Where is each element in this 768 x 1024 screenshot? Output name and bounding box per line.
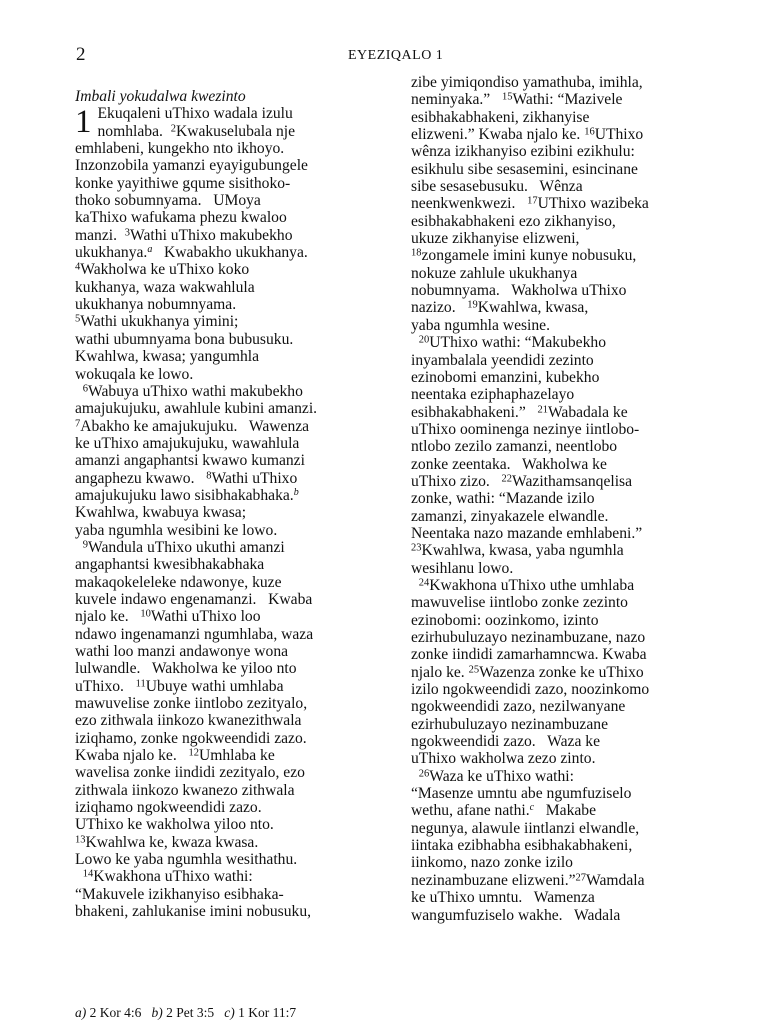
- text-line: [75, 418, 393, 435]
- text-line: [411, 542, 729, 559]
- verse-text: zithwala iinkozo kwanezo zithwala: [75, 781, 295, 799]
- verse-number: 11: [135, 677, 146, 689]
- verse-text: ngokweendidi zazo, nezilwanyane: [411, 698, 626, 716]
- verse-text: ezo zithwala iinkozo kwanezithwala: [75, 712, 302, 730]
- text-line: [411, 195, 729, 212]
- verse-text: Kwahlwa ke, kwaza kwasa.: [85, 833, 259, 851]
- text-line: [411, 317, 729, 334]
- text-line: [75, 851, 393, 868]
- text-line: [411, 178, 729, 195]
- verse-text: Wathi uThixo makubekho: [130, 226, 293, 244]
- verse-text: bhakeni, zahlukanise imini nobusuku,: [75, 903, 312, 921]
- verse-text: ezinobomi emanzini, kubekho: [411, 368, 600, 386]
- verse-number: 20: [418, 334, 430, 346]
- verse-text: Ekuqaleni uThixo wadala izulu: [97, 105, 293, 123]
- verse-number: 3: [124, 227, 131, 239]
- verse-text: ndawo ingenamanzi ngumhlaba, waza: [75, 625, 314, 643]
- verse-text: Kwahlwa, kwasa,: [477, 299, 589, 317]
- text-line: [411, 421, 729, 438]
- verse-text: Waza ke uThixo wathi:: [429, 767, 574, 785]
- text-line: [411, 820, 729, 837]
- text-line: [75, 348, 393, 365]
- verse-text: Wazithamsanqelisa: [512, 472, 633, 490]
- text-line: [411, 126, 729, 143]
- verse-text: Wakholwa ke: [521, 455, 607, 473]
- verse-number: 5: [75, 313, 81, 325]
- verse-text: lulwandle.: [75, 660, 141, 678]
- verse-text: nazizo.: [411, 299, 456, 317]
- text-line: [75, 626, 393, 643]
- text-line: [411, 247, 729, 264]
- verse-text: Wathi ukukhanya yimini;: [80, 313, 239, 331]
- text-line: [75, 903, 393, 920]
- verse-text: Kwaba njalo ke.: [75, 747, 177, 765]
- text-line: [411, 74, 729, 91]
- text-line: [411, 161, 729, 178]
- text-line: [411, 646, 729, 663]
- verse-text: wavelisa zonke iindidi zezityalo, ezo: [75, 764, 305, 782]
- verse-text: amajukujuku lawo sisibhakabhaka.: [75, 486, 294, 504]
- verse-text: ukuze zikhanyise elizweni,: [411, 230, 580, 248]
- text-line: [411, 109, 729, 126]
- text-line: [75, 539, 393, 556]
- footnote-ref: c: [529, 802, 535, 814]
- verse-text: ukukhanya nobumnyama.: [75, 296, 237, 314]
- running-head: EYEZIQALO 1: [348, 48, 444, 63]
- verse-text: wathi ubumnyama bona bubusuku.: [75, 330, 294, 348]
- verse-text: Kwakhona uThixo uthe umhlaba: [429, 576, 635, 594]
- verse-text: esibhakabhakeni.”: [411, 403, 526, 421]
- text-line: [75, 227, 393, 244]
- footnote-letter: a): [75, 1005, 87, 1020]
- text-line: [411, 837, 729, 854]
- footnotes: [75, 1005, 296, 1021]
- verse-text: ke uThixo amajukujuku, wawahlula: [75, 434, 300, 452]
- text-line: [75, 175, 393, 192]
- verse-text: Wabadala ke: [547, 403, 628, 421]
- verse-text: Inzonzobila yamanzi eyayigubungele: [75, 157, 308, 175]
- text-line: [411, 664, 729, 681]
- verse-text: esikhulu sibe sesasemini, esincinane: [411, 160, 638, 178]
- verse-number: 27: [575, 872, 587, 884]
- text-line: [75, 695, 393, 712]
- text-line: [411, 473, 729, 490]
- verse-number: 7: [75, 417, 81, 429]
- text-line: [411, 404, 729, 421]
- text-line: [75, 522, 393, 539]
- verse-text: zonke zeentaka.: [411, 455, 511, 473]
- verse-text: Wakholwa ke uThixo koko: [80, 261, 250, 279]
- verse-number: 22: [501, 473, 513, 485]
- verse-number: 15: [501, 91, 513, 103]
- footnote-ref-text: 2 Pet 3:5: [166, 1005, 215, 1020]
- text-line: [75, 313, 393, 330]
- footnote-ref: b: [293, 486, 299, 498]
- text-line: [75, 192, 393, 209]
- verse-text: thoko sobumnyama.: [75, 192, 202, 210]
- verse-text: iziqhamo ngokweendidi zazo.: [75, 799, 262, 817]
- text-line: [75, 747, 393, 764]
- text-line: [75, 244, 393, 261]
- text-line: [411, 352, 729, 369]
- text-line: [75, 712, 393, 729]
- text-line: [75, 799, 393, 816]
- verse-text: ukukhanya.: [75, 244, 148, 262]
- verse-text: zibe yimiqondiso yamathuba, imihla,: [411, 74, 643, 91]
- footnote-ref-text: 1 Kor 11:7: [238, 1005, 297, 1020]
- verse-text: UThixo wathi: “Makubekho: [429, 334, 606, 352]
- text-line: [411, 802, 729, 819]
- footnote-ref: a: [147, 244, 153, 256]
- verse-text: Kwakuselubala nje: [175, 122, 296, 140]
- verse-text: ezinobomi: oozinkomo, izinto: [411, 611, 599, 629]
- text-line: [411, 768, 729, 785]
- text-line: [75, 279, 393, 296]
- chapter-number: 1: [75, 104, 92, 141]
- text-line: [411, 681, 729, 698]
- verse-text: Wamenza: [533, 889, 595, 907]
- verse-text: makaqokeleleke ndawonye, kuze: [75, 573, 282, 591]
- verse-text: nomhlaba.: [97, 122, 163, 140]
- text-line: [411, 872, 729, 889]
- verse-number: 6: [82, 383, 89, 395]
- verse-text: iinkomo, nazo zonke izilo: [411, 854, 573, 872]
- text-line: [411, 560, 729, 577]
- verse-text: UMoya: [213, 192, 261, 210]
- verse-text: iziqhamo, zonke ngokweendidi zazo.: [75, 729, 307, 747]
- text-line: [75, 886, 393, 903]
- verse-text: emhlabeni, kungekho nto ikhoyo.: [75, 140, 285, 158]
- verse-text: uThixo oominenga nezinye iintlobo-: [411, 420, 640, 438]
- text-line: [411, 299, 729, 316]
- verse-text: angaphezu kwawo.: [75, 469, 195, 487]
- text-line: [411, 438, 729, 455]
- text-line: [75, 383, 393, 400]
- verse-text: ezirhubuluzayo nezinambuzane: [411, 715, 608, 733]
- text-line: [75, 261, 393, 278]
- text-line: [411, 889, 729, 906]
- text-line: [411, 386, 729, 403]
- text-line: [411, 750, 729, 767]
- text-line: [75, 643, 393, 660]
- verse-text: elizweni.” Kwaba njalo ke.: [411, 126, 581, 144]
- verse-text: “Makuvele izikhanyiso esibhaka-: [75, 885, 284, 903]
- left-column: [75, 88, 393, 921]
- text-line: [411, 854, 729, 871]
- verse-number: 14: [82, 868, 94, 880]
- verse-text: esibhakabhakeni, zikhanyise: [411, 108, 590, 126]
- verse-text: neenkwenkwezi.: [411, 195, 516, 213]
- verse-number: 16: [584, 126, 595, 138]
- text-line: [411, 143, 729, 160]
- verse-text: uThixo.: [75, 677, 124, 695]
- verse-text: yaba ngumhla wesine.: [411, 316, 551, 334]
- verse-text: kaThixo wafukama phezu kwaloo: [75, 209, 287, 227]
- verse-text: amanzi angaphantsi kwawo kumanzi: [75, 452, 305, 470]
- verse-text: uThixo zizo.: [411, 472, 490, 490]
- verse-text: angaphantsi kwesibhakabhaka: [75, 556, 265, 574]
- verse-text: Wathi: “Mazivele: [512, 91, 623, 109]
- verse-text: Ubuye wathi umhlaba: [145, 677, 284, 695]
- text-line: [75, 574, 393, 591]
- verse-text: izilo ngokweendidi zazo, noozinkomo: [411, 681, 650, 699]
- verse-number: 13: [75, 834, 86, 846]
- verse-number: 24: [418, 577, 430, 589]
- verse-text: mawuvelise zonke iintlobo zezityalo,: [75, 695, 308, 713]
- verse-text: sibe sesasebusuku.: [411, 178, 528, 196]
- verse-text: Wakholwa ke yiloo nto: [151, 660, 297, 678]
- verse-text: zonke, wathi: “Mazande izilo: [411, 490, 595, 508]
- verse-text: manzi.: [75, 226, 117, 244]
- verse-number: 18: [411, 247, 422, 259]
- text-line: [411, 213, 729, 230]
- text-line: [75, 470, 393, 487]
- verse-number: 4: [75, 261, 81, 273]
- text-line: [75, 816, 393, 833]
- verse-text: Wênza: [539, 178, 583, 196]
- verse-text: zamanzi, zinyakazele elwandle.: [411, 507, 609, 525]
- verse-text: negunya, alawule iintlanzi elwandle,: [411, 819, 640, 837]
- text-line: [411, 612, 729, 629]
- text-line: [75, 504, 393, 521]
- verse-text: njalo ke.: [75, 608, 129, 626]
- verse-text: inyambalala yeendidi zezinto: [411, 351, 594, 369]
- verse-number: 26: [418, 768, 430, 780]
- footnote-letter: b): [151, 1005, 163, 1020]
- verse-text: Wabuya uThixo wathi makubekho: [88, 382, 303, 400]
- verse-text: nobumnyama.: [411, 282, 500, 300]
- verse-number: 10: [140, 608, 151, 620]
- verse-text: wethu, afane nathi.: [411, 802, 530, 820]
- verse-number: 23: [411, 542, 422, 554]
- verse-text: Wathi uThixo loo: [150, 608, 261, 626]
- verse-text: Makabe: [545, 802, 597, 820]
- verse-text: “Masenze umntu abe ngumfuziselo: [411, 785, 632, 803]
- verse-text: neminyaka.”: [411, 91, 491, 109]
- page-number: 2: [76, 44, 86, 65]
- verse-text: neentaka eziphaphazelayo: [411, 386, 575, 404]
- verse-text: UThixo ke wakholwa yiloo nto.: [75, 816, 274, 834]
- text-line: [75, 834, 393, 851]
- verse-text: Abakho ke amajukujuku.: [80, 417, 238, 435]
- text-line: [411, 785, 729, 802]
- text-line: [75, 209, 393, 226]
- verse-number: 25: [468, 663, 480, 675]
- verse-text: nokuze zahlule ukukhanya: [411, 264, 578, 282]
- verse-text: Lowo ke yaba ngumhla wesithathu.: [75, 851, 298, 869]
- text-line: [411, 282, 729, 299]
- verse-text: ke uThixo umntu.: [411, 889, 523, 907]
- text-line: [75, 782, 393, 799]
- text-line: [411, 334, 729, 351]
- text-line: [75, 591, 393, 608]
- verse-number: 19: [467, 299, 478, 311]
- right-column: [411, 74, 729, 924]
- verse-text: ezirhubuluzayo nezinambuzane, nazo: [411, 629, 646, 646]
- text-line: [75, 678, 393, 695]
- verse-text: nezinambuzane elizweni.”: [411, 871, 576, 889]
- verse-text: wangumfuziselo wakhe.: [411, 906, 563, 924]
- text-line: [411, 265, 729, 282]
- text-line: [75, 660, 393, 677]
- text-line: [75, 435, 393, 452]
- text-line: [75, 487, 393, 504]
- verse-number: 8: [206, 469, 212, 481]
- section-heading: Imbali yokudalwa kwezinto: [75, 88, 246, 105]
- text-line: [411, 698, 729, 715]
- verse-text: wathi loo manzi andawonye wona: [75, 643, 289, 660]
- verse-number: 17: [527, 195, 538, 207]
- text-line: [411, 716, 729, 733]
- text-line: [75, 140, 393, 157]
- verse-text: Waza ke: [547, 733, 600, 751]
- text-line: [411, 733, 729, 750]
- verse-text: iintaka ezibhabha esibhakabhakeni,: [411, 837, 633, 855]
- text-line: [411, 490, 729, 507]
- text-line: [411, 508, 729, 525]
- verse-text: mawuvelise iintlobo zonke zezinto: [411, 594, 628, 612]
- text-line: [75, 105, 393, 140]
- verse-text: kukhanya, waza wakwahlula: [75, 278, 255, 296]
- verse-text: ngokweendidi zazo.: [411, 733, 536, 751]
- verse-number: 21: [537, 403, 548, 415]
- text-line: [75, 730, 393, 747]
- verse-text: kuvele indawo engenamanzi.: [75, 590, 257, 608]
- text-line: [75, 296, 393, 313]
- text-line: [75, 331, 393, 348]
- text-line: [411, 577, 729, 594]
- verse-text: Wazenza zonke ke uThixo: [479, 663, 644, 681]
- verse-number: 12: [188, 747, 199, 759]
- verse-text: Neentaka nazo mazande emhlabeni.”: [411, 524, 643, 542]
- text-line: [75, 608, 393, 625]
- verse-text: ntlobo zezilo zamanzi, neentlobo: [411, 438, 618, 456]
- verse-text: Wawenza: [248, 417, 310, 435]
- footnote-ref-text: 2 Kor 4:6: [89, 1005, 142, 1020]
- verse-text: Wamdala: [586, 871, 645, 889]
- verse-text: Wathi uThixo: [211, 469, 298, 487]
- text-line: [411, 525, 729, 542]
- verse-text: Kwabakho ukukhanya.: [164, 244, 308, 262]
- verse-text: Kwahlwa, kwasa, yaba ngumhla: [421, 542, 624, 560]
- text-line: [411, 230, 729, 247]
- verse-text: esibhakabhakeni ezo zikhanyiso,: [411, 212, 616, 230]
- verse-text: amajukujuku, awahlule kubini amanzi.: [75, 400, 318, 418]
- verse-text: UThixo wazibeka: [537, 195, 649, 213]
- verse-text: UThixo: [594, 126, 644, 144]
- footnote-letter: c): [224, 1005, 235, 1020]
- verse-text: zongamele imini kunye nobusuku,: [421, 247, 637, 265]
- verse-number: 9: [82, 539, 89, 551]
- verse-text: zonke iindidi zamarhamncwa. Kwaba: [411, 646, 647, 664]
- text-line: [411, 907, 729, 924]
- verse-text: Kwahlwa, kwabuya kwasa;: [75, 504, 247, 522]
- verse-text: wênza izikhanyiso ezibini ezikhulu:: [411, 143, 635, 161]
- verse-text: wesihlanu lowo.: [411, 559, 514, 577]
- text-line: [75, 400, 393, 417]
- text-line: [411, 369, 729, 386]
- text-line: [75, 452, 393, 469]
- verse-text: Wadala: [573, 906, 621, 924]
- verse-text: Kwahlwa, kwasa; yangumhla: [75, 348, 260, 366]
- verse-text: yaba ngumhla wesibini ke lowo.: [75, 521, 278, 539]
- verse-text: wokuqala ke lowo.: [75, 365, 194, 383]
- verse-text: konke yayithiwe gqume sisithoko-: [75, 174, 291, 192]
- text-line: [411, 594, 729, 611]
- text-line: [75, 366, 393, 383]
- verse-number: 2: [170, 122, 176, 134]
- verse-text: Wakholwa uThixo: [511, 282, 627, 300]
- verse-text: njalo ke.: [411, 663, 465, 681]
- text-line: [75, 556, 393, 573]
- verse-text: Wandula uThixo ukuthi amanzi: [88, 538, 285, 556]
- verse-text: Kwaba: [268, 590, 313, 608]
- text-line: [411, 456, 729, 473]
- text-line: [75, 157, 393, 174]
- text-line: [411, 629, 729, 646]
- verse-text: Kwakhona uThixo wathi:: [93, 868, 253, 886]
- text-line: [75, 764, 393, 781]
- verse-text: uThixo wakholwa zezo zinto.: [411, 750, 596, 768]
- text-line: [75, 868, 393, 885]
- verse-text: Umhlaba ke: [198, 747, 275, 765]
- text-line: [411, 91, 729, 108]
